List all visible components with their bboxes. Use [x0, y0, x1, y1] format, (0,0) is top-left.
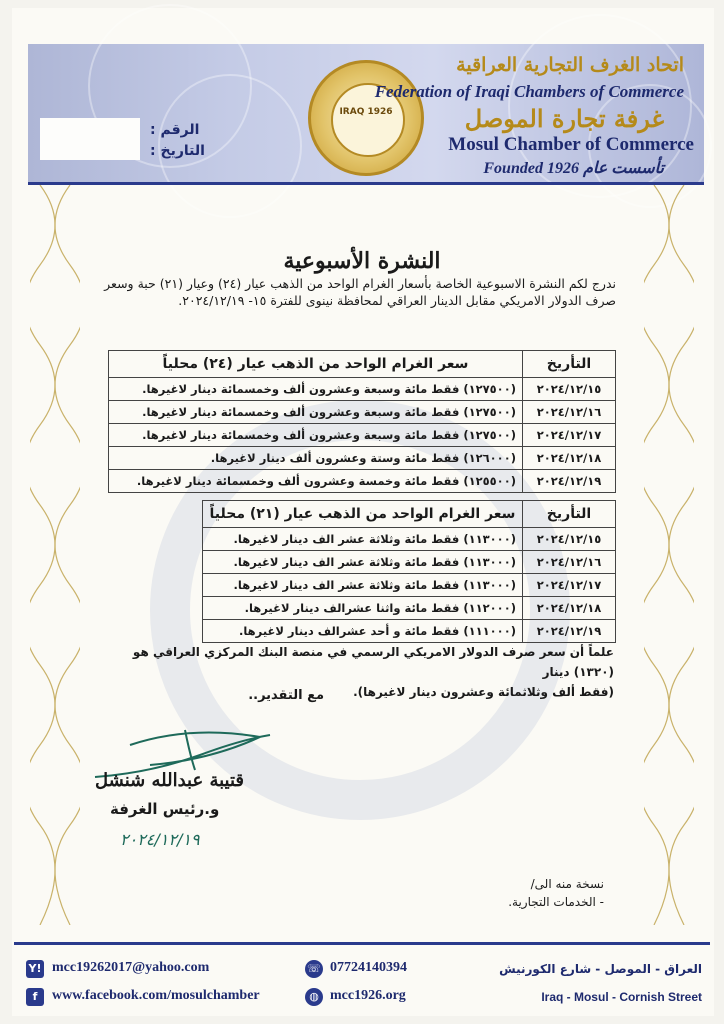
- footer-address-arabic: العراق - الموصل - شارع الكورنيش: [499, 962, 702, 976]
- copy-to-dept: - الخدمات التجارية.: [508, 895, 604, 909]
- table-row: ٢٠٢٤/١٢/١٧ (١١٣٠٠٠) فقط مائة وثلاثة عشر الف دينار لاغيرها.: [203, 574, 616, 597]
- table-row: ٢٠٢٤/١٢/١٦ (١٢٧٥٠٠) فقط مائة وسبعة وعشرون ألف وخمسمائة دينار لاغيرها.: [109, 401, 616, 424]
- chamber-english: Mosul Chamber of Commerce: [448, 134, 694, 155]
- signer-name: قتيبة عبدالله شنشل: [95, 770, 245, 791]
- ref-date-label: التاريخ :: [150, 143, 205, 159]
- copy-to-label: نسخة منه الى/: [530, 877, 604, 891]
- signature-date: ٢٠٢٤/١٢/١٩: [120, 830, 200, 849]
- footer-phone[interactable]: 07724140394: [330, 960, 407, 975]
- col-date-header: التأريخ: [523, 351, 616, 378]
- col-date-header: التأريخ: [523, 501, 616, 528]
- footer-divider: [14, 942, 710, 945]
- closing-regards: مع التقدير..: [248, 688, 324, 703]
- footer-facebook[interactable]: www.facebook.com/mosulchamber: [52, 988, 260, 1003]
- table-header-row: [203, 501, 616, 528]
- globe-icon: ◍: [305, 988, 323, 1006]
- note-line-2: (فقط ألف وثلاثمائة وعشرون دينار لاغيرها).: [353, 685, 614, 699]
- table-row: ٢٠٢٤/١٢/١٩ (١١١٠٠٠) فقط مائة و أحد عشرالف دينار لاغيرها.: [203, 620, 616, 643]
- right-ornament-border: [644, 185, 694, 925]
- intro-paragraph: ندرج لكم النشرة الاسبوعية الخاصة بأسعار الغرام الواحد من الذهب عيار (٢٤) وعيار (٢١) حبة وسعر صرف الدولار الامريكي مقابل الدينار العراقي لمحافظة نينوى للفترة ١٥- ٢٠٢٤/١٢/١٩.: [104, 276, 616, 308]
- left-ornament-border: [30, 185, 80, 925]
- table-row: ٢٠٢٤/١٢/١٥ (١١٣٠٠٠) فقط مائة وثلاثة عشر الف دينار لاغيرها.: [203, 528, 616, 551]
- table-header-row: [109, 351, 616, 378]
- document-title: النشرة الأسبوعية: [283, 248, 441, 274]
- table-row: ٢٠٢٤/١٢/١٨ (١٢٦٠٠٠) فقط مائة وستة وعشرون ألف دينار لاغيرها.: [109, 447, 616, 470]
- ref-number-label: الرقم :: [150, 122, 200, 138]
- gold-21k-table: [202, 500, 616, 643]
- table-row: ٢٠٢٤/١٢/١٦ (١١٣٠٠٠) فقط مائة وثلاثة عشر الف دينار لاغيرها.: [203, 551, 616, 574]
- whatsapp-icon: ☏: [305, 960, 323, 978]
- table-row: ٢٠٢٤/١٢/١٥ (١٢٧٥٠٠) فقط مائة وسبعة وعشرون ألف وخمسمائة دينار لاغيرها.: [109, 378, 616, 401]
- reference-box: [40, 118, 140, 160]
- footer-email[interactable]: mcc19262017@yahoo.com: [52, 960, 210, 975]
- col-price-header: سعر الغرام الواحد من الذهب عيار (٢٤) محلياً: [109, 351, 523, 378]
- federation-english: Federation of Iraqi Chambers of Commerce: [374, 82, 684, 101]
- table-row: ٢٠٢٤/١٢/١٨ (١١٢٠٠٠) فقط مائة واثنا عشرالف دينار لاغيرها.: [203, 597, 616, 620]
- founded-year: Founded 1926 تأسست عام: [483, 160, 664, 177]
- signer-title: و.رئيس الغرفة: [110, 800, 220, 818]
- note-line-1: علماً أن سعر صرف الدولار الامريكي الرسمي في منصة البنك المركزي العراقي هو (١٣٢٠) دينار: [132, 645, 614, 679]
- footer-address-english: Iraq - Mosul - Cornish Street: [541, 990, 702, 1004]
- copy-to-block: [508, 875, 604, 911]
- footer-website[interactable]: mcc1926.org: [330, 988, 406, 1003]
- table-row: ٢٠٢٤/١٢/١٩ (١٢٥٥٠٠) فقط مائة وخمسة وعشرون ألف وخمسمائة دينار لاغيرها.: [109, 470, 616, 493]
- col-price-header: سعر الغرام الواحد من الذهب عيار (٢١) محلياً: [203, 501, 523, 528]
- federation-arabic: اتحاد الغرف التجارية العراقية: [456, 54, 684, 76]
- gold-24k-table: [108, 350, 616, 493]
- yahoo-mail-icon: Y!: [26, 960, 44, 978]
- facebook-icon: f: [26, 988, 44, 1006]
- header-divider: [28, 182, 704, 185]
- exchange-rate-note: [94, 642, 614, 702]
- table-row: ٢٠٢٤/١٢/١٧ (١٢٧٥٠٠) فقط مائة وسبعة وعشرون ألف وخمسمائة دينار لاغيرها.: [109, 424, 616, 447]
- chamber-arabic: غرفة تجارة الموصل: [464, 104, 664, 133]
- chamber-seal-logo: IRAQ 1926: [308, 60, 424, 176]
